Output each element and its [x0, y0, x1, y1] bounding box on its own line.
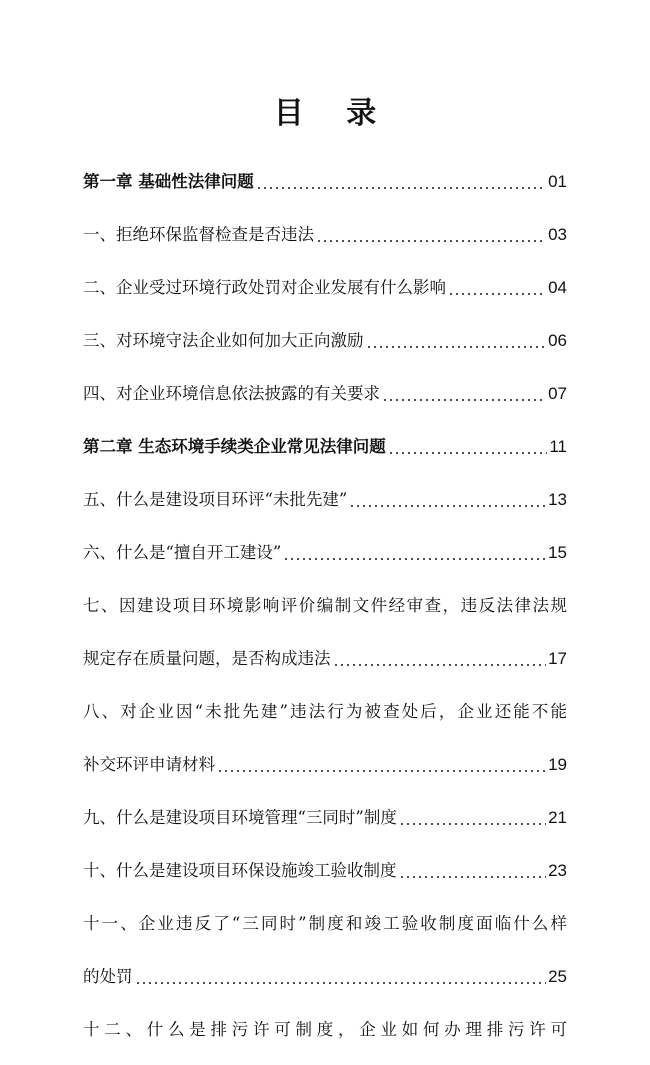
toc-entry-2[interactable] [83, 270, 567, 306]
toc-entry-10[interactable] [83, 853, 567, 889]
toc-entry-label: 二、企业受过环境行政处罚对企业发展有什么影响 [83, 278, 446, 297]
toc-entry-label: 一、拒绝环保监督检查是否违法 [83, 225, 314, 244]
dot-leader [382, 376, 546, 412]
toc-entry-label: 七、因建设项目环境影响评价编制文件经审查，违反法律法规 [83, 596, 567, 615]
toc-entry-8-line-1[interactable] [83, 694, 567, 730]
toc-entry-label: 九、什么是建设项目环境管理“三同时”制度 [83, 808, 397, 827]
toc-entry-11-line-2[interactable] [83, 959, 567, 995]
toc-entry-label: 的处罚 [83, 967, 133, 986]
toc-page-number: 25 [548, 967, 567, 986]
dot-leader [388, 429, 548, 465]
dot-leader [135, 959, 547, 995]
toc-entry-11-line-1[interactable] [83, 906, 567, 942]
table-of-contents [83, 164, 567, 1065]
toc-page-number: 11 [549, 437, 567, 456]
dot-leader [217, 747, 546, 783]
toc-page-number: 21 [548, 808, 567, 827]
toc-entry-label: 八、对企业因“未批先建”违法行为被查处后，企业还能不能 [83, 702, 567, 721]
toc-entry-label: 六、什么是“擅自开工建设” [83, 543, 282, 562]
toc-page-number: 13 [548, 490, 567, 509]
toc-page-number: 17 [548, 649, 567, 668]
dot-leader [283, 535, 546, 571]
toc-entry-4[interactable] [83, 376, 567, 412]
toc-entry-6[interactable] [83, 535, 567, 571]
toc-entry-label: 三、对环境守法企业如何加大正向激励 [83, 331, 364, 350]
toc-page-number: 01 [548, 172, 567, 191]
dot-leader [448, 270, 546, 306]
dot-leader [256, 164, 546, 200]
dot-leader [366, 323, 547, 359]
toc-entry-label: 规定存在质量问题，是否构成违法 [83, 649, 331, 668]
toc-entry-7-line-1[interactable] [83, 588, 567, 624]
toc-entry-8-line-2[interactable] [83, 747, 567, 783]
toc-entry-label: 十、什么是建设项目环保设施竣工验收制度 [83, 861, 397, 880]
toc-entry-label: 五、什么是建设项目环评“未批先建” [83, 490, 348, 509]
dot-leader [349, 482, 546, 518]
toc-entry-5[interactable] [83, 482, 567, 518]
toc-entry-label: 补交环评申请材料 [83, 755, 215, 774]
toc-entry-label: 第一章 基础性法律问题 [83, 172, 254, 191]
toc-page-number: 06 [548, 331, 567, 350]
toc-page-number: 15 [548, 543, 567, 562]
dot-leader [333, 641, 547, 677]
toc-page-number: 04 [548, 278, 567, 297]
toc-entry-chapter-2[interactable] [83, 429, 567, 465]
toc-page-number: 07 [548, 384, 567, 403]
toc-page-number: 03 [548, 225, 567, 244]
page-title: 目 录 [273, 96, 393, 131]
toc-entry-label: 四、对企业环境信息依法披露的有关要求 [83, 384, 380, 403]
dot-leader [399, 853, 547, 889]
toc-entry-label: 十二、什么是排污许可制度，企业如何办理排污许可 [83, 1020, 567, 1039]
toc-entry-label: 十一、企业违反了“三同时”制度和竣工验收制度面临什么样 [83, 914, 567, 933]
toc-entry-chapter-1[interactable] [83, 164, 567, 200]
toc-entry-7-line-2[interactable] [83, 641, 567, 677]
toc-page-number: 19 [548, 755, 567, 774]
toc-page-number: 23 [548, 861, 567, 880]
toc-entry-3[interactable] [83, 323, 567, 359]
toc-entry-label: 第二章 生态环境手续类企业常见法律问题 [83, 437, 386, 456]
toc-entry-12-line-1[interactable] [83, 1012, 567, 1048]
toc-entry-9[interactable] [83, 800, 567, 836]
toc-entry-1[interactable] [83, 217, 567, 253]
dot-leader [399, 800, 546, 836]
dot-leader [316, 217, 546, 253]
